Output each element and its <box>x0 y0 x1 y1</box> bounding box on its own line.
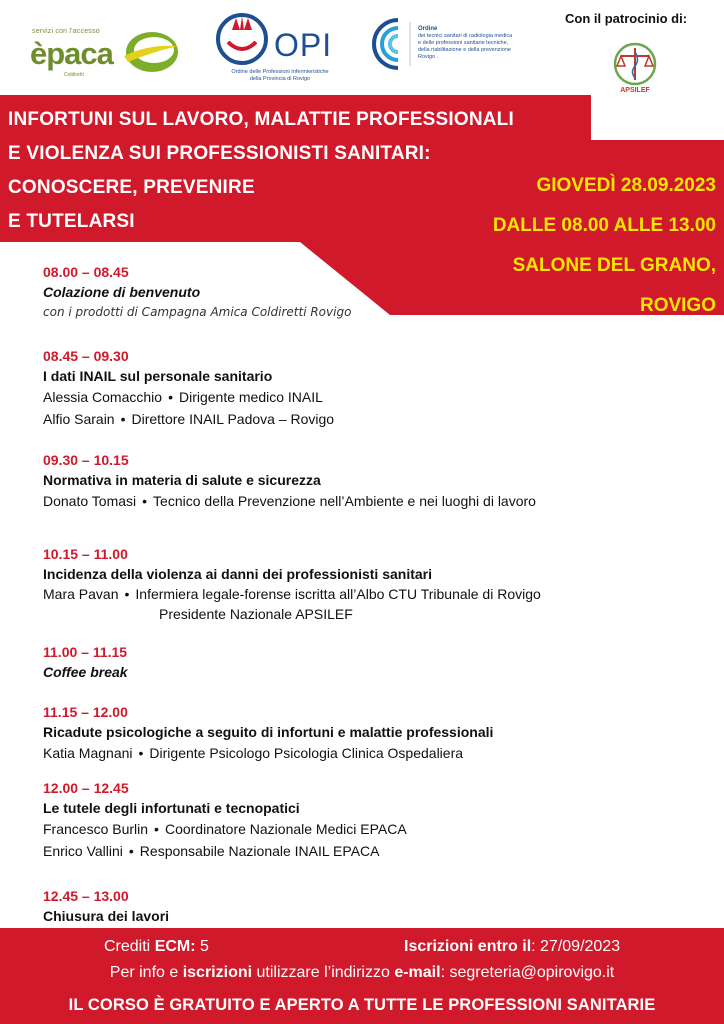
contact-email: : segreteria@opirovigo.it <box>440 964 615 981</box>
speaker <box>43 386 703 408</box>
speaker-name: Francesco Burlin <box>43 821 149 837</box>
ordine-line2: e delle professioni sanitarie tecniche, <box>418 40 509 46</box>
opi-logo <box>212 12 342 92</box>
credits-value: 5 <box>195 938 209 955</box>
slot-title: Normativa in materia di salute e sicurezza <box>43 472 321 488</box>
info-text-bold: e-mail <box>394 964 441 981</box>
program-slot <box>43 544 703 642</box>
footer-info-row <box>0 964 724 982</box>
speaker-name: Katia Magnani <box>43 745 133 761</box>
slot-time: 11.15 – 12.00 <box>43 704 128 720</box>
event-venue: SALONE DEL GRANO, <box>512 255 716 276</box>
epaca-tagline: servizi con l'accesso <box>32 28 100 35</box>
speaker-role: Responsabile Nazionale INAIL EPACA <box>139 843 380 859</box>
info-text-bold: iscrizioni <box>182 964 253 981</box>
ordine-line1: dei tecnici sanitari di radiologia medica <box>418 33 513 39</box>
speaker-role: Dirigente Psicologo Psicologia Clinica Ospedaliera <box>149 745 464 761</box>
speaker <box>43 584 703 624</box>
free-course-notice: IL CORSO È GRATUITO E APERTO A TUTTE LE PROFESSIONI SANITARIE <box>68 996 656 1014</box>
speaker-role: Dirigente medico INAIL <box>178 389 323 405</box>
speaker <box>43 818 703 840</box>
opi-caption-line2: della Provincia di Rovigo <box>249 76 311 82</box>
bullet-icon: • <box>138 745 144 761</box>
slot-note: con i prodotti di Campagna Amica Coldiretti Rovigo <box>43 305 352 319</box>
speaker-name: Alessia Comacchio <box>43 389 163 405</box>
event-time: DALLE 08.00 ALLE 13.00 <box>492 215 716 236</box>
event-title-line: CONOSCERE, PREVENIRE <box>8 177 255 198</box>
bullet-icon: • <box>142 493 148 509</box>
slot-title: I dati INAIL sul personale sanitario <box>43 368 273 384</box>
program-slot <box>43 702 703 778</box>
event-city: ROVIGO <box>639 295 716 316</box>
ordine-arcs-icon <box>368 14 416 74</box>
program-slot <box>43 778 703 886</box>
ordine-title: Ordine <box>418 26 438 32</box>
slot-time: 08.00 – 08.45 <box>43 264 129 280</box>
epaca-sub: Coldiretti <box>64 72 84 78</box>
opi-name: OPI <box>274 27 333 63</box>
info-text: utilizzare l’indirizzo <box>252 964 395 981</box>
program-slot <box>43 642 703 702</box>
speaker-name: Enrico Vallini <box>43 843 123 859</box>
speaker <box>43 490 703 512</box>
opi-emblem-icon <box>212 12 272 68</box>
patronage-label: Con il patrocinio di: <box>565 11 688 26</box>
event-title-line: E TUTELARSI <box>8 211 135 232</box>
registration-deadline <box>404 938 620 956</box>
slot-time: 11.00 – 11.15 <box>43 644 128 660</box>
speaker-name: Mara Pavan <box>43 586 119 602</box>
epaca-swoosh-icon <box>118 26 180 76</box>
ecm-credits <box>104 938 209 956</box>
epaca-logo <box>30 22 175 82</box>
credits-key: ECM: <box>154 938 196 955</box>
opi-caption <box>216 69 344 83</box>
slot-time: 10.15 – 11.00 <box>43 546 128 562</box>
program-slot <box>43 886 703 926</box>
slot-time: 09.30 – 10.15 <box>43 452 129 468</box>
ordine-line3: della riabilitazione e della prevenzione <box>418 47 511 53</box>
apsilef-emblem-icon <box>606 40 664 88</box>
opi-caption-line1: Ordine delle Professioni Infermieristiche <box>231 69 329 75</box>
apsilef-logo <box>606 40 664 98</box>
slot-title: Incidenza della violenza ai danni dei professionisti sanitari <box>43 566 432 582</box>
deadline-value: : 27/09/2023 <box>531 938 621 955</box>
program-schedule <box>43 262 703 926</box>
speaker <box>43 742 703 764</box>
bullet-icon: • <box>128 843 134 859</box>
bullet-icon: • <box>168 389 173 405</box>
event-title-line: INFORTUNI SUL LAVORO, MALATTIE PROFESSIONALI <box>8 109 514 130</box>
speaker <box>43 408 703 430</box>
speaker-name: Alfio Sarain <box>43 411 115 427</box>
event-date: GIOVEDÌ 28.09.2023 <box>536 175 716 196</box>
ordine-tsrm-logo <box>368 14 538 89</box>
credits-label: Crediti <box>104 938 155 955</box>
speaker-role: Coordinatore Nazionale Medici EPACA <box>164 821 407 837</box>
speaker-role-2: Presidente Nazionale APSILEF <box>159 606 353 622</box>
speaker <box>43 840 703 862</box>
speaker-name: Donato Tomasi <box>43 493 137 509</box>
apsilef-name: APSILEF <box>620 87 650 94</box>
slot-time: 12.00 – 12.45 <box>43 780 129 796</box>
ordine-line4: Rovigo . <box>418 54 439 60</box>
speaker-role: Direttore INAIL Padova – Rovigo <box>131 411 335 427</box>
footer <box>0 928 724 1024</box>
slot-title: Ricadute psicologiche a seguito di infortuni e malattie professionali <box>43 724 494 740</box>
program-slot <box>43 262 703 346</box>
speaker-role: Infermiera legale-forense iscritta all’Albo CTU Tribunale di Rovigo <box>135 586 541 602</box>
speaker-role: Tecnico della Prevenzione nell’Ambiente e nei luoghi di lavoro <box>153 493 536 509</box>
slot-title: Coffee break <box>43 664 128 680</box>
slot-title: Chiusura dei lavori <box>43 908 170 924</box>
event-title-line: E VIOLENZA SUI PROFESSIONISTI SANITARI: <box>8 143 431 164</box>
slot-time: 08.45 – 09.30 <box>43 348 129 364</box>
deadline-key: Iscrizioni entro il <box>404 938 532 955</box>
program-slot <box>43 450 703 544</box>
bullet-icon: • <box>120 411 126 427</box>
bullet-icon: • <box>154 821 159 837</box>
program-slot <box>43 346 703 450</box>
slot-title: Colazione di benvenuto <box>43 284 201 300</box>
slot-title: Le tutele degli infortunati e tecnopatici <box>43 800 300 816</box>
slot-time: 12.45 – 13.00 <box>43 888 129 904</box>
info-text: Per info e <box>109 964 183 981</box>
epaca-name: èpaca <box>30 36 113 71</box>
bullet-icon: • <box>124 586 130 602</box>
ordine-text <box>418 26 538 61</box>
